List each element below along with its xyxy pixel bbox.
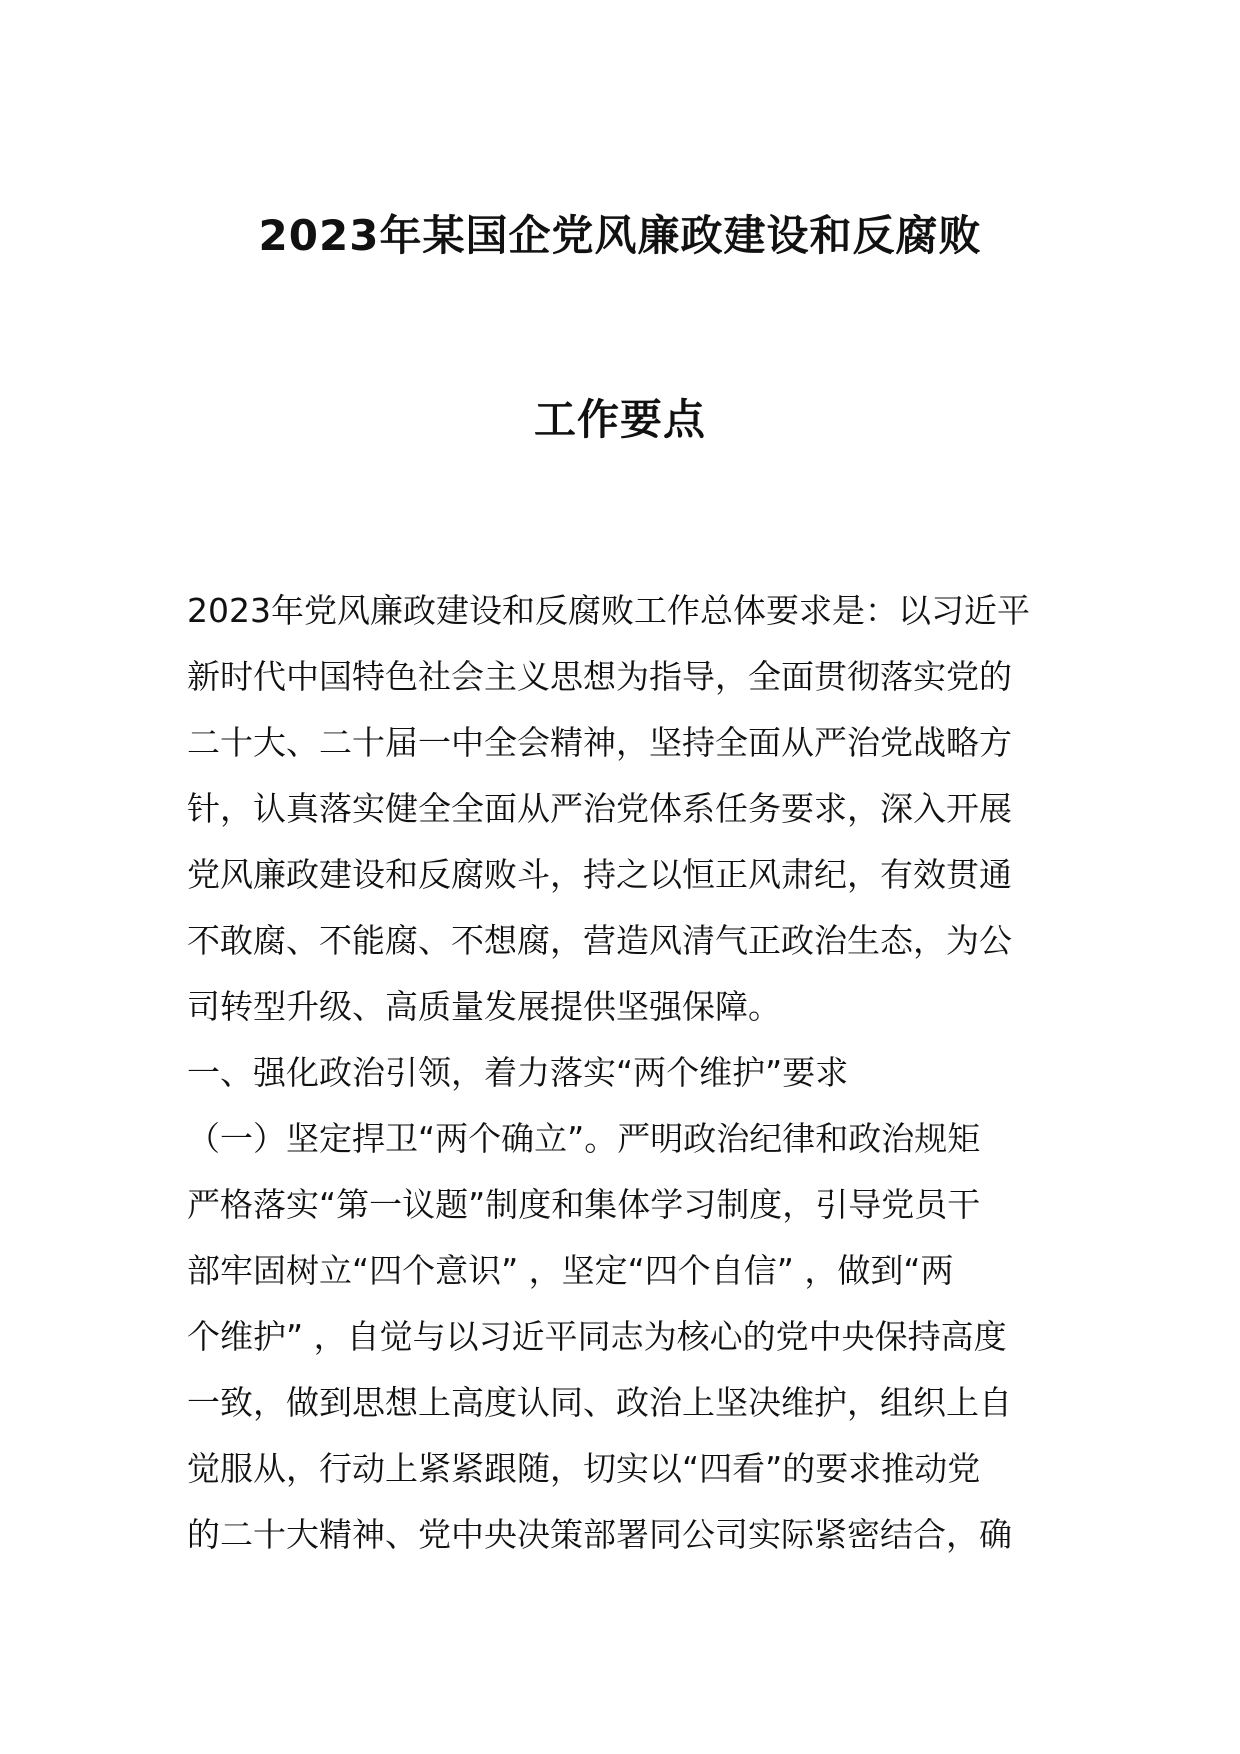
body-line: 针，认真落实健全全面从严治党体系任务要求，深入开展 (187, 789, 1012, 828)
document-title-line-2: 工作要点 (533, 395, 706, 444)
body-line: 2023年党风廉政建设和反腐败工作总体要求是：以习近平 (187, 591, 1030, 630)
section-heading: 一、强化政治引领，着力落实“两个维护”要求 (187, 1053, 849, 1092)
body-line: 党风廉政建设和反腐败斗，持之以恒正风肃纪，有效贯通 (187, 855, 1012, 894)
body-line: 个维护” ，自觉与以习近平同志为核心的党中央保持高度 (187, 1317, 1007, 1356)
document-title-line-1: 2023年某国企党风廉政建设和反腐败 (258, 211, 982, 260)
document-body (187, 578, 1053, 1568)
body-line: 一致，做到思想上高度认同、政治上坚决维护，组织上自 (187, 1383, 1012, 1422)
body-line: 二十大、二十届一中全会精神，坚持全面从严治党战略方 (187, 723, 1012, 762)
body-line: 不敢腐、不能腐、不想腐，营造风清气正政治生态，为公 (187, 921, 1012, 960)
body-line: 的二十大精神、党中央决策部署同公司实际紧密结合，确 (187, 1515, 1012, 1554)
body-line: 觉服从，行动上紧紧跟随，切实以“四看”的要求推动党 (187, 1449, 981, 1488)
subsection-heading-line: （一）坚定捍卫“两个确立”。严明政治纪律和政治规矩 (187, 1119, 981, 1158)
body-line: 部牢固树立“四个意识” ，坚定“四个自信” ，做到“两 (187, 1251, 954, 1290)
body-line: 司转型升级、高质量发展提供坚强保障。 (187, 987, 781, 1026)
body-line: 新时代中国特色社会主义思想为指导，全面贯彻落实党的 (187, 657, 1012, 696)
body-line: 严格落实“第一议题”制度和集体学习制度，引导党员干 (187, 1185, 981, 1224)
